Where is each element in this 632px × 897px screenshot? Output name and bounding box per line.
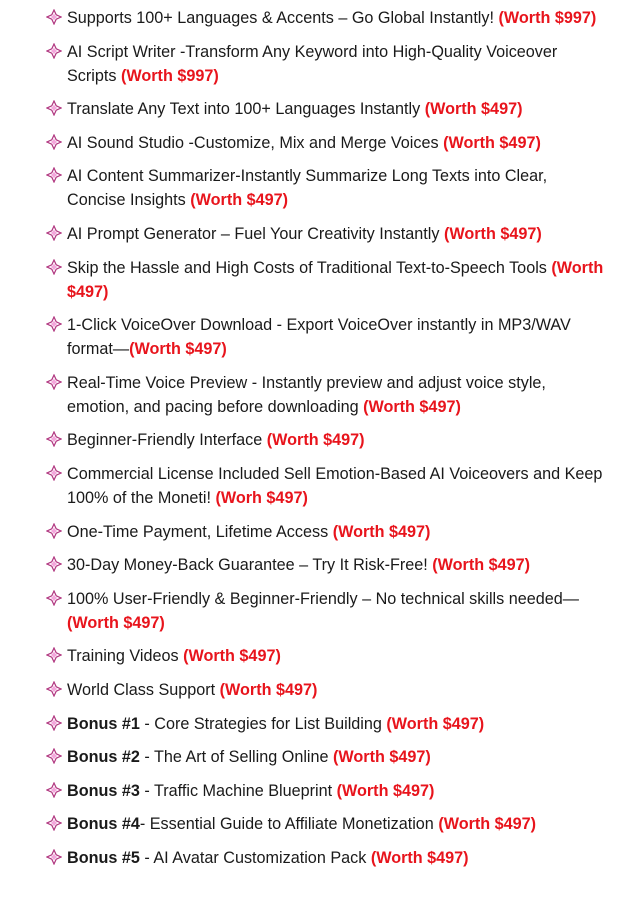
list-item [44, 779, 604, 803]
diamond-sparkle-icon [46, 556, 62, 572]
diamond-sparkle-icon [46, 647, 62, 663]
item-text: Training Videos [67, 647, 184, 666]
item-text: Translate Any Text into 100+ Languages Instantly [67, 100, 425, 119]
worth-badge: (Worth $497) [219, 680, 318, 699]
diamond-sparkle-icon [46, 748, 62, 764]
worth-badge: (Worth $497) [67, 613, 165, 632]
diamond-sparkle-icon [46, 681, 62, 697]
item-text: - Traffic Machine Blueprint [139, 781, 337, 800]
worth-badge: (Worth $997) [498, 9, 597, 27]
diamond-sparkle-icon [46, 259, 62, 275]
list-item [44, 371, 604, 419]
worth-badge: (Worth $497) [432, 556, 530, 575]
worth-badge: (Worth $497) [438, 815, 537, 834]
list-item [44, 428, 604, 452]
list-item [44, 6, 604, 30]
diamond-sparkle-icon [46, 167, 62, 183]
worth-badge: (Worth $497) [190, 191, 289, 210]
diamond-sparkle-icon [46, 849, 62, 865]
item-text: AI Content Summarizer-Instantly Summarize Long Texts into Clear, Concise Insights [67, 167, 548, 210]
item-text: AI Sound Studio -Customize, Mix and Merge Voices [67, 133, 444, 152]
list-item [44, 712, 604, 736]
list-item [44, 587, 604, 635]
worth-badge: (Worth $497) [424, 100, 523, 119]
item-text: - Essential Guide to Affiliate Monetization [139, 815, 439, 834]
worth-badge: (Worth $497) [67, 258, 604, 301]
list-item [44, 222, 604, 246]
diamond-sparkle-icon [46, 100, 62, 116]
item-text: AI Script Writer -Transform Any Keyword into High-Quality Voiceover Scripts [67, 42, 558, 85]
list-item [44, 678, 604, 702]
worth-badge: (Worth $497) [266, 431, 365, 450]
worth-badge: (Worth $497) [333, 748, 431, 767]
list-item [44, 644, 604, 668]
worth-badge: (Worth $497) [443, 224, 542, 243]
list-item [44, 462, 604, 510]
worth-badge: (Worth $497) [363, 397, 461, 416]
item-text: 30-Day Money-Back Guarantee – Try It Risk-Free! [67, 556, 433, 575]
item-text: Supports 100+ Languages & Accents – Go Global Instantly! [67, 9, 499, 27]
item-text: - The Art of Selling Online [139, 748, 334, 767]
item-text: - AI Avatar Customization Pack [139, 848, 371, 867]
bonus-label: Bonus #3 [67, 781, 140, 800]
worth-badge: (Worh $497) [215, 488, 308, 507]
bonus-label: Bonus #5 [67, 848, 140, 867]
item-text: - Core Strategies for List Building [139, 714, 387, 733]
diamond-sparkle-icon [46, 43, 62, 59]
diamond-sparkle-icon [46, 815, 62, 831]
item-text: Commercial License Included Sell Emotion-Based AI Voiceovers and Keep 100% of the Moneti! [67, 464, 603, 507]
diamond-sparkle-icon [46, 465, 62, 481]
list-item [44, 131, 604, 155]
worth-badge: (Worth $497) [129, 340, 227, 359]
bonus-label: Bonus #2 [67, 748, 140, 767]
worth-badge: (Worth $997) [120, 66, 219, 85]
diamond-sparkle-icon [46, 590, 62, 606]
list-item [44, 520, 604, 544]
diamond-sparkle-icon [46, 523, 62, 539]
worth-badge: (Worth $497) [386, 714, 485, 733]
diamond-sparkle-icon [46, 374, 62, 390]
item-text: AI Prompt Generator – Fuel Your Creativity Instantly [67, 224, 444, 243]
item-text: Real-Time Voice Preview - Instantly preview and adjust voice style, emotion, and pacing before downloading [67, 373, 546, 416]
list-item [44, 313, 604, 361]
item-text: One-Time Payment, Lifetime Access [67, 522, 333, 541]
item-text: Beginner-Friendly Interface [67, 431, 267, 450]
worth-badge: (Worth $497) [336, 781, 435, 800]
item-text: World Class Support [67, 680, 220, 699]
diamond-sparkle-icon [46, 431, 62, 447]
diamond-sparkle-icon [46, 782, 62, 798]
diamond-sparkle-icon [46, 715, 62, 731]
worth-badge: (Worth $497) [332, 522, 431, 541]
list-item [44, 745, 604, 769]
list-item [44, 846, 604, 870]
item-text: 100% User-Friendly & Beginner-Friendly – No technical skills needed— [67, 589, 579, 608]
feature-list [44, 6, 604, 879]
list-item [44, 164, 604, 212]
bonus-label: Bonus #4 [67, 815, 140, 834]
list-item [44, 553, 604, 577]
list-item [44, 256, 604, 304]
item-text: Skip the Hassle and High Costs of Traditional Text-to-Speech Tools [67, 258, 552, 277]
list-item [44, 97, 604, 121]
bonus-label: Bonus #1 [67, 714, 140, 733]
diamond-sparkle-icon [46, 316, 62, 332]
diamond-sparkle-icon [46, 225, 62, 241]
worth-badge: (Worth $497) [443, 133, 541, 152]
worth-badge: (Worth $497) [183, 647, 281, 666]
diamond-sparkle-icon [46, 134, 62, 150]
list-item [44, 40, 604, 88]
item-text: 1-Click VoiceOver Download - Export VoiceOver instantly in MP3/WAV format— [67, 316, 571, 359]
worth-badge: (Worth $497) [370, 848, 469, 867]
diamond-sparkle-icon [46, 9, 62, 25]
list-item [44, 812, 604, 836]
